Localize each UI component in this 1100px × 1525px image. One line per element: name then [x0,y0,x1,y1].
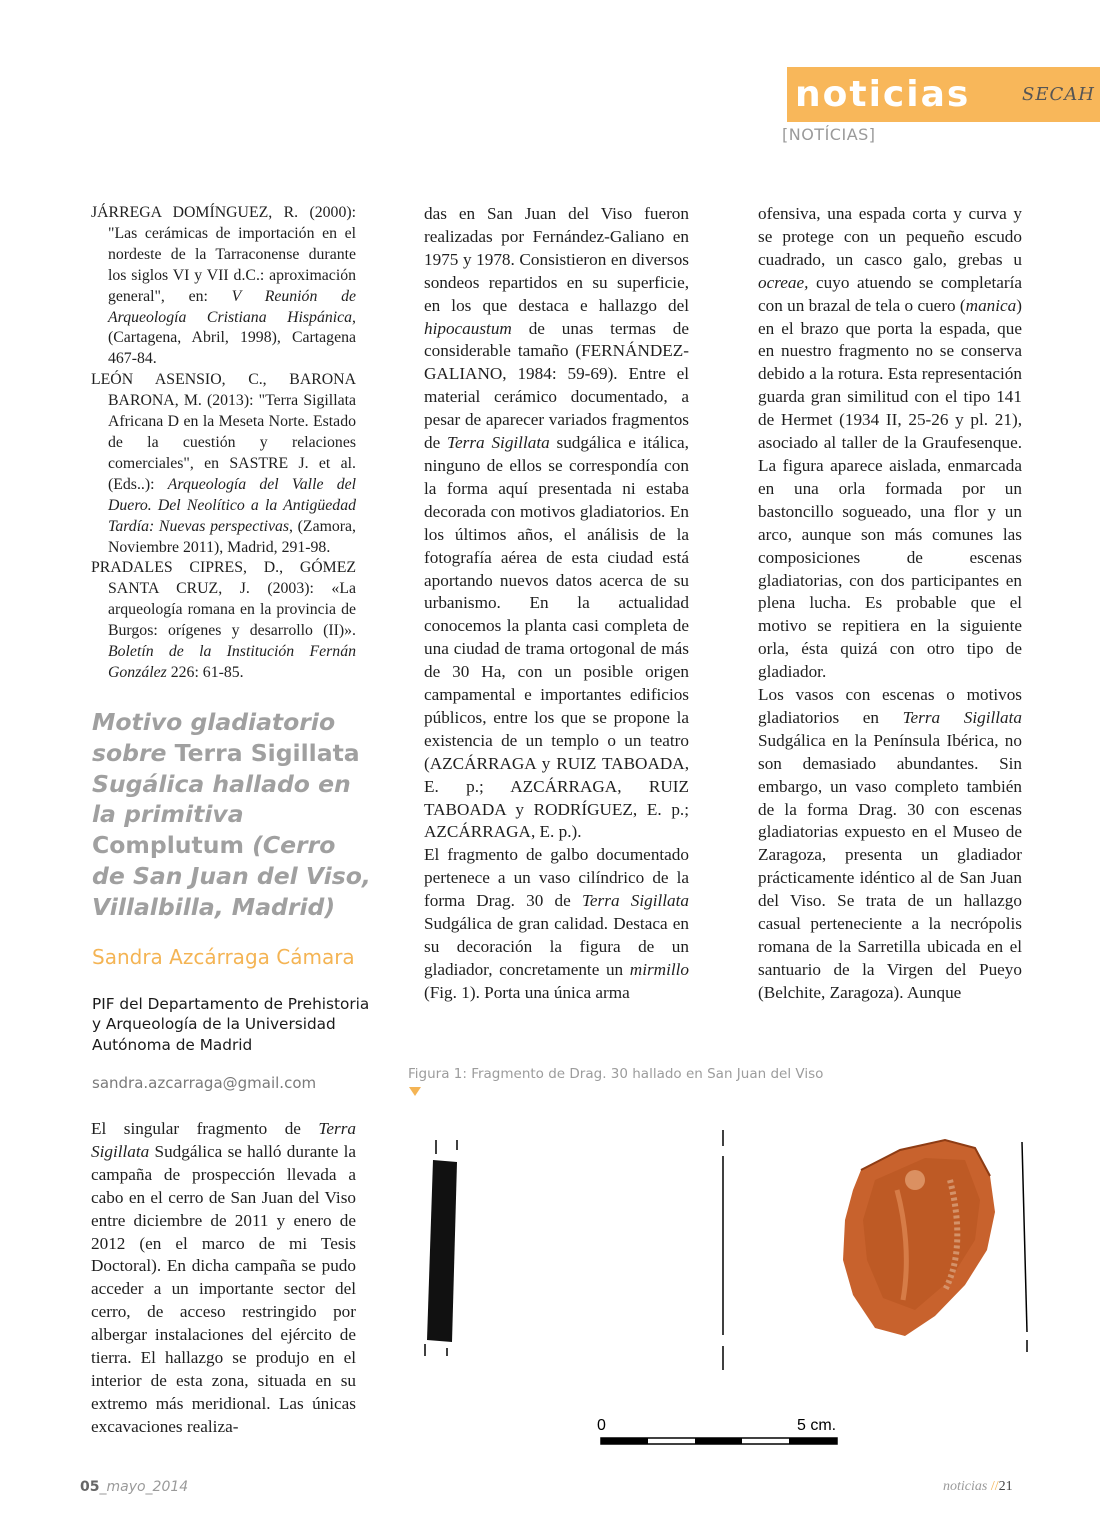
guide-line-right [1022,1142,1027,1332]
author-affiliation: PIF del Departamento de Prehistoria y Arqueología de la Universidad Autónoma de Madrid [92,995,370,1054]
body-paragraph: El fragmento de galbo documentado pertenece a un vaso cilíndrico de la forma Drag. 30 de Terra Sigillata Sudgálica de gran calidad. Destaca en su decoración la figura de un gladiador, concretamente un mirmillo (Fig. 1). Porta una única arma [424,845,689,1002]
body-paragraph: ofensiva, una espada corta y curva y se protege con un pequeño escudo cuadrado, un casco galo, grebas u ocreae, cuyo atuendo se completaría con un brazal de tela o cuero (manica) en el brazo que porta la espada, que en nuestro fragmento no se conserva debido a la rotura. Esta representación guarda gran similitud con el tipo 141 de Hermet (1934 II, 25-26 y pl. 21), asociado al taller de la Graufesenque. La figura aparece aislada, enmarcada en una orla formada por un bastoncillo sogueado, una flor y un arco, aunque son más comunes las composiciones de escenas gladiatorias, con dos participantes en plena lucha. Es probable que el motivo se repitiera en la siguiente orla, ésta quizá con otro tipo de gladiador. [758,204,1022,682]
references-list [91,203,356,684]
sherd-photo [843,1140,995,1336]
article-author: Sandra Azcárraga Cámara [92,945,355,969]
figure-drawing [405,1120,1045,1460]
reference-item: LEÓN ASENSIO, C., BARONA BARONA, M. (2013): "Terra Sigillata Africana D en la Meseta Norte. Estado de la cuestión y relaciones comerciales", en SASTRE J. et al. (Eds..): Arqueología del Valle del Duero. Del Neolítico a la Antigüedad Tardía: Nuevas perspectivas, (Zamora, Noviembre 2011), Madrid, 291-98. [91,371,356,556]
brand-logo: SECAH [1022,84,1095,105]
article-title: Motivo gladiatorio sobre Terra Sigillata Sugálica hallado en la primitiva Complutum (Cerro de San Juan del Viso, Villalbilla, Madrid) [92,708,371,921]
footer-issue: 05_mayo_2014 [80,1479,189,1495]
author-email[interactable]: sandra.azcarraga@gmail.com [92,1074,317,1092]
body-column-2 [424,203,689,1005]
scale-label-start: 0 [597,1417,606,1434]
scale-bar [601,1438,837,1444]
reference-item: PRADALES CIPRES, D., GÓMEZ SANTA CRUZ, J. (2003): «La arqueología romana en la provincia de Burgos: orígenes y desarrollo (II)». Boletín de la Institución Fernán González 226: 61-85. [91,559,356,681]
body-paragraph: das en San Juan del Viso fueron realizadas por Fernández-Galiano en 1975 y 1978. Consistieron en diversos sondeos repartidos en su superficie, en los que destaca e hallazgo del hipocaustum de unas termas de considerable tamaño (FERNÁNDEZ-GALIANO, 1984: 59-69). Entre el material cerámico documentado, a pesar de aparecer variados fragmentos de Terra Sigillata sudgálica e itálica, ninguno de ellos se correspondía con la forma aquí presentada ni estaba decorada con motivos gladiatorios. En los últimos años, el análisis de la fotografía aérea de esta ciudad está aportando nuevos datos acerca de su urbanismo. En la actualidad conocemos la planta casi completa de una ciudad de trama ortogonal de más de 30 Ha, con un posible origen campamental e importantes edificios públicos, entre los que se propone la existencia de un templo o un teatro (AZCÁRRAGA y RUIZ TABOADA, E. p.; AZCÁRRAGA, RUIZ TABOADA y RODRÍGUEZ, E. p.; AZCÁRRAGA, E. p.). [424,204,689,842]
footer-page: noticias //21 [943,1479,1013,1494]
sherd-profile-drawing [425,1140,457,1356]
body-column-3 [758,203,1022,1005]
scale-label-end: 5 cm. [797,1417,837,1434]
body-paragraph: Los vasos con escenas o motivos gladiatorios en Terra Sigillata Sudgálica en la Península Ibérica, no son demasiado abundantes. Sin embargo, un vaso completo también de la forma Drag. 30 con escenas gladiatorias expuesto en el Museo de Zaragoza, presenta un gladiador prácticamente idéntico al de San Juan del Viso. Se trata de un hallazgo casual perteneciente a la necrópolis romana de la Sarretilla ubicada en el santuario de la Virgen del Pueyo (Belchite, Zaragoza). Aunque [758,685,1022,1002]
figure-caption: Figura 1: Fragmento de Drag. 30 hallado en San Juan del Viso [408,1066,824,1082]
reference-item: JÁRREGA DOMÍNGUEZ, R. (2000): "Las cerámicas de importación en el nordeste de la Tarraconense durante los siglos VI y VII d.C.: aproximación general", en: V Reunión de Arqueología Cristiana Hispánica, (Cartagena, Abril, 1998), Cartagena 467-84. [91,204,356,368]
body-paragraph: El singular fragmento de Terra Sigillata Sudgálica se halló durante la campaña de prospección llevada a cabo en el cerro de San Juan del Viso entre diciembre de 2011 y enero de 2012 (en el marco de mi Tesis Doctoral). En dicha campaña se pudo acceder a un importante sector del cerro, de acceso restringido por albergar instalaciones del ejército de tierra. El hallazgo se produjo en el interior de esta zona, situada en su extremo más meridional. Las únicas excavaciones realiza- [91,1119,356,1436]
body-column-1 [91,1118,356,1439]
caption-arrow-icon [409,1087,421,1096]
section-title: noticias [795,74,971,115]
section-subtitle: [NOTÍCIAS] [782,125,876,144]
